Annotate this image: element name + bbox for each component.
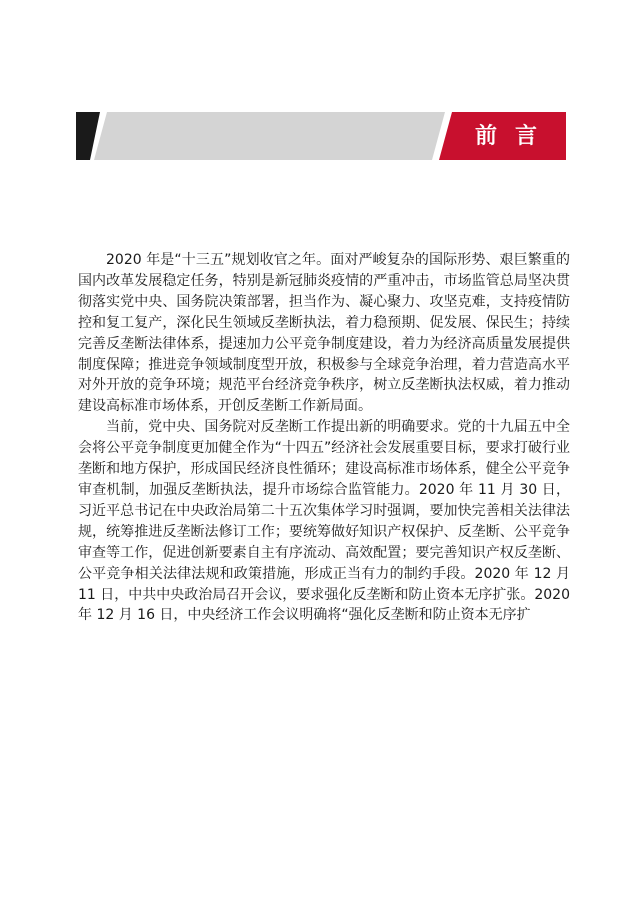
gray-band [94, 112, 445, 160]
preface-body [78, 250, 570, 626]
chapter-title: 前言 [474, 123, 555, 149]
paragraph: 2020 年是“十三五”规划收官之年。面对严峻复杂的国际形势、艰巨繁重的国内改革发展稳定任务，特别是新冠肺炎疫情的严重冲击，市场监管总局坚决贯彻落实党中央、国务院决策部署，担当作为、凝心聚力、攻坚克难，支持疫情防控和复工复产，深化民生领域反垄断执法，着力稳预期、促发展、保民生；持续完善反垄断法律体系，提速加力公平竞争制度建设，着力为经济高质量发展提供制度保障；推进竞争领域制度型开放，积极参与全球竞争治理，着力营造高水平对外开放的竞争环境；规范平台经济竞争秩序，树立反垄断执法权威，着力推动建设高标准市场体系，开创反垄断工作新局面。 [78, 252, 570, 415]
paragraph: 当前，党中央、国务院对反垄断工作提出新的明确要求。党的十九届五中全会将公平竞争制度更加健全作为“十四五”经济社会发展重要目标，要求打破行业垄断和地方保护，形成国民经济良性循环；建设高标准市场体系，健全公平竞争审查机制，加强反垄断执法，提升市场综合监管能力。2020 年 11 月 30 日，习近平总书记在中央政治局第二十五次集体学习时强调，要加快完善相关法律法规，统筹推进反垄断法修订工作；要统筹做好知识产权保护、反垄断、公平竞争审查等工作，促进创新要素自主有序流动、高效配置；要完善知识产权反垄断、公平竞争相关法律法规和政策措施，形成正当有力的制约手段。2020 年 12 月 11 日，中共中央政治局召开会议，要求强化反垄断和防止资本无序扩张。2020 年 12 月 16 日，中央经济工作会议明确将“强化反垄断和防止资本无序扩 [78, 419, 570, 624]
